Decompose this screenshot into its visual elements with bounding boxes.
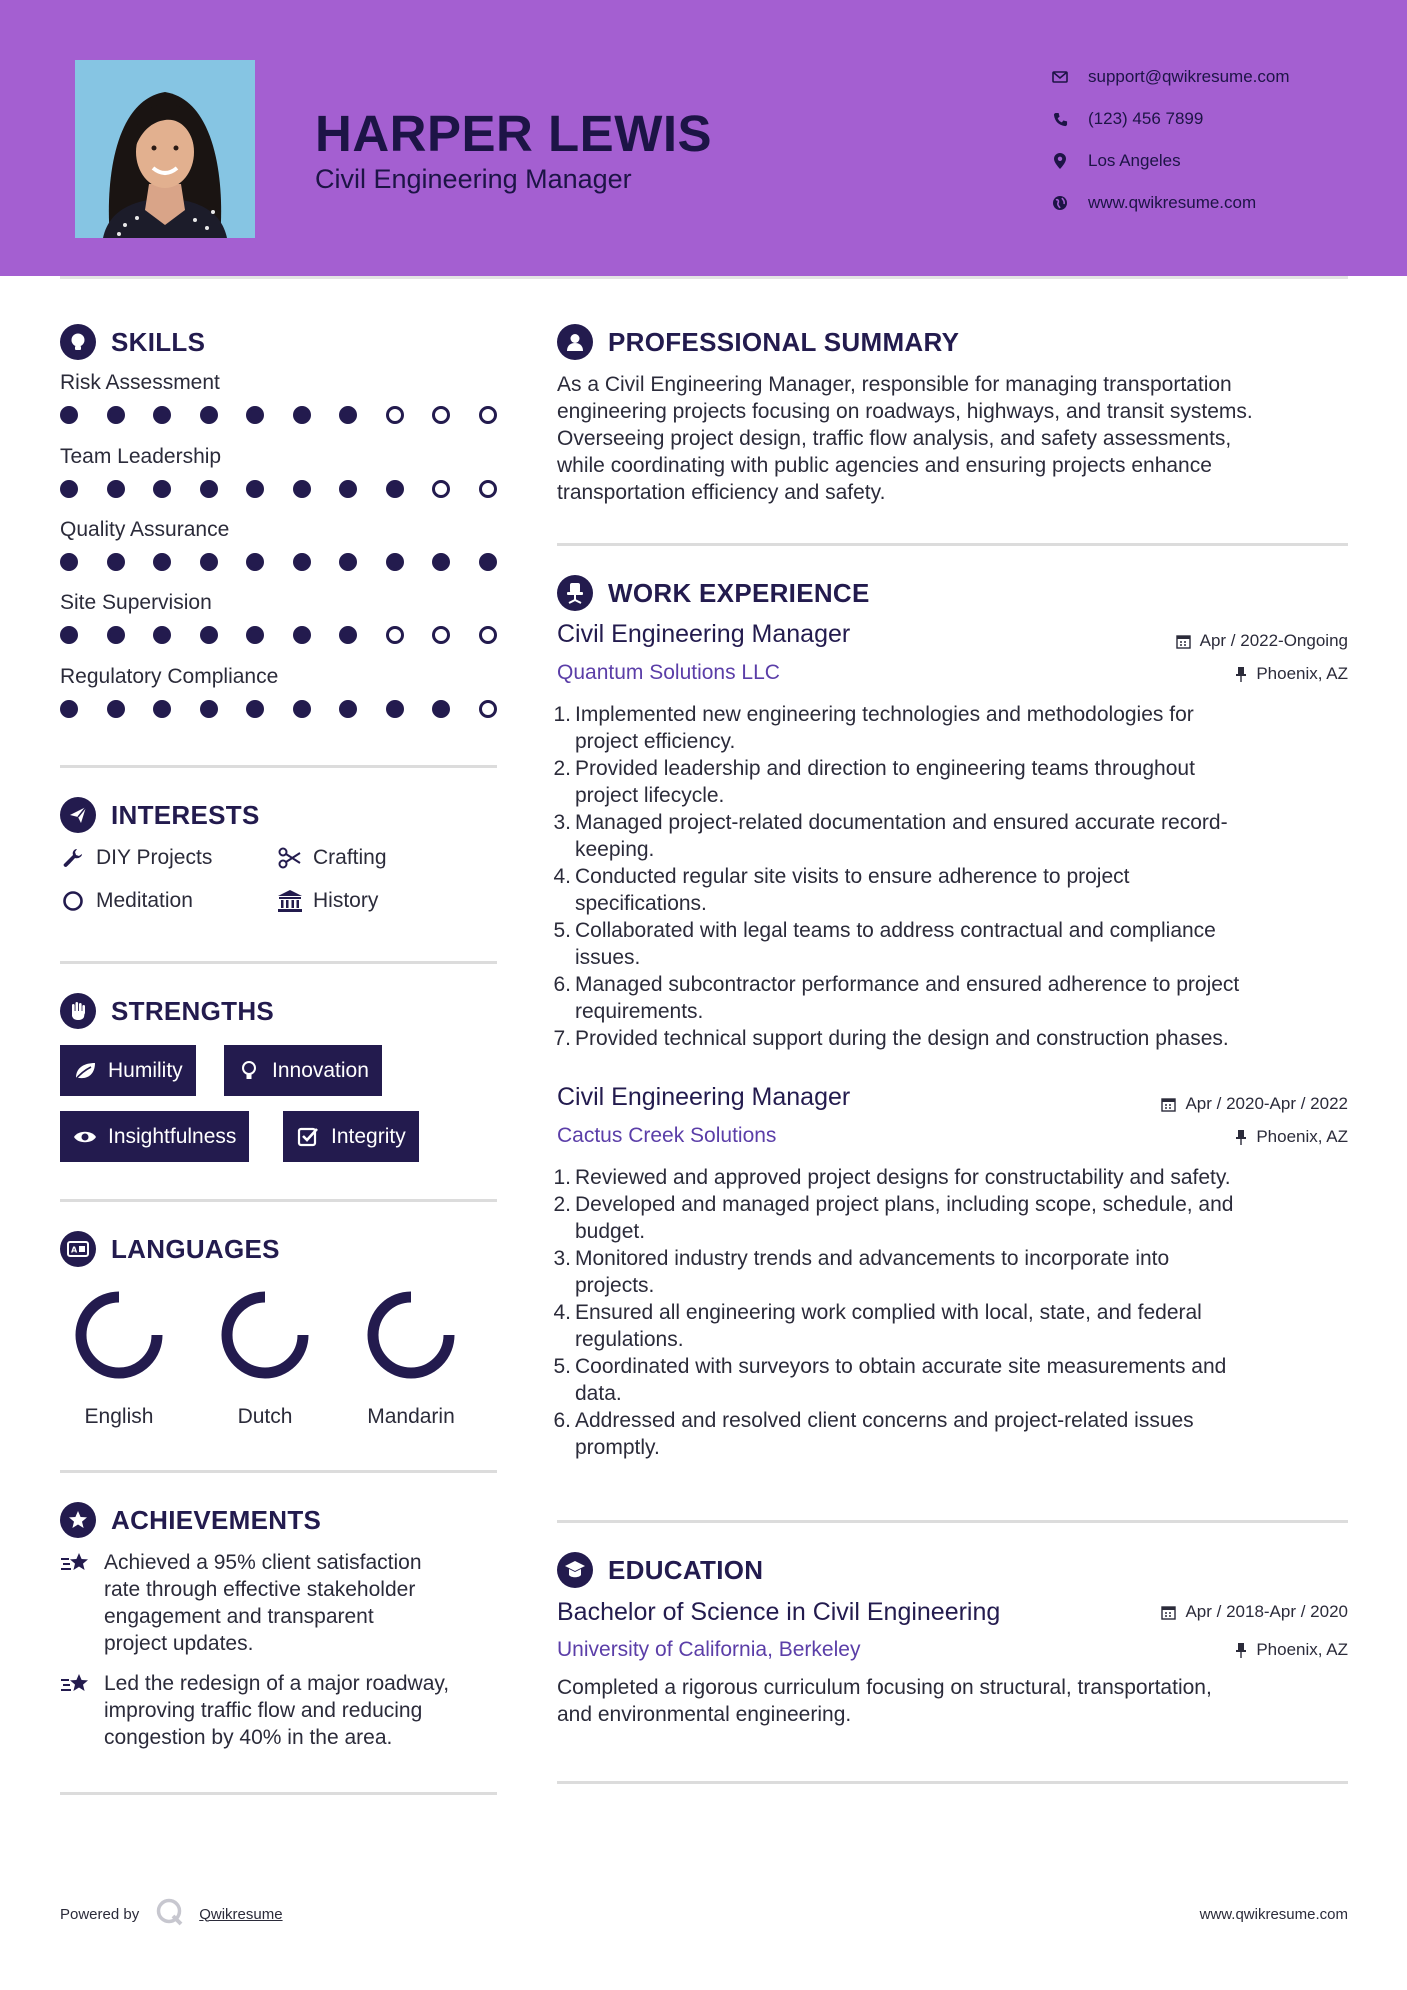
proficiency-arc	[227, 1297, 303, 1373]
languages-heading	[60, 1231, 280, 1267]
interest-item	[277, 888, 378, 914]
rating-dot-filled	[339, 553, 357, 571]
rating-dot-filled	[339, 626, 357, 644]
section-divider	[557, 1781, 1348, 1784]
bullet-line: promptly.	[575, 1436, 660, 1459]
skills-heading	[60, 324, 205, 360]
skill-rating	[60, 553, 497, 571]
circle-icon	[60, 888, 86, 914]
skill-row	[60, 445, 500, 498]
interest-item	[60, 888, 193, 914]
section-divider	[60, 1792, 497, 1795]
strength-label: Insightfulness	[108, 1124, 237, 1148]
skill-row	[60, 518, 500, 571]
rating-dot-empty	[432, 480, 450, 498]
language-item	[195, 1285, 335, 1429]
bullet-line: Monitored industry trends and advancements to incorporate into	[575, 1247, 1170, 1270]
bullet-line: Provided technical support during the design and construction phases.	[575, 1027, 1229, 1050]
section-divider	[60, 961, 497, 964]
bullet-number: 5.	[553, 919, 571, 942]
education-description: Completed a rigorous curriculum focusing on structural, transportation, and environmental engineering.	[557, 1676, 1212, 1726]
strengths-heading	[60, 993, 274, 1029]
bullet-item	[553, 1245, 1347, 1299]
rating-dot-filled	[107, 553, 125, 571]
rating-dot-filled	[293, 700, 311, 718]
bullet-item	[553, 1353, 1347, 1407]
rating-dot-filled	[293, 553, 311, 571]
rating-dot-filled	[293, 626, 311, 644]
eye-icon	[72, 1125, 98, 1149]
shooting-star-icon	[60, 1549, 94, 1579]
map-marker-icon	[1050, 151, 1070, 171]
rating-dot-filled	[386, 700, 404, 718]
pushpin-icon	[1235, 1642, 1247, 1658]
job-title: Civil Engineering Manager	[557, 1083, 851, 1111]
rating-dot-filled	[246, 626, 264, 644]
leaf-icon	[72, 1059, 98, 1083]
strength-tag	[60, 1045, 196, 1096]
calendar-icon	[1161, 1605, 1176, 1620]
wrench-icon	[60, 845, 86, 871]
phone-icon	[1050, 109, 1070, 129]
interests-heading	[60, 797, 260, 833]
star-badge-icon	[60, 1502, 96, 1538]
bullet-line: Managed subcontractor performance and ensured adherence to project	[575, 973, 1240, 996]
bullet-item	[553, 1299, 1347, 1353]
rating-dot-empty	[479, 480, 497, 498]
interest-label: History	[313, 889, 379, 912]
bullet-item	[553, 971, 1347, 1025]
graduate-icon	[557, 1552, 593, 1588]
qwikresume-link[interactable]: Qwikresume	[199, 1905, 283, 1923]
pushpin-icon	[1235, 666, 1247, 682]
degree-title: Bachelor of Science in Civil Engineering	[557, 1598, 1001, 1626]
achievement-text: Led the redesign of a major roadway, improving traffic flow and reducing congestion by 40% in the area.	[104, 1672, 450, 1749]
language-name: Mandarin	[367, 1405, 455, 1428]
rating-dot-filled	[246, 480, 264, 498]
bullet-line: Collaborated with legal teams to address contractual and compliance	[575, 919, 1216, 942]
bullet-number: 2.	[553, 757, 571, 780]
bullet-number: 6.	[553, 973, 571, 996]
rating-dot-empty	[386, 626, 404, 644]
scissors-icon	[277, 845, 303, 871]
strengths-title: STRENGTHS	[111, 995, 275, 1026]
rating-dot-filled	[246, 553, 264, 571]
rating-dot-filled	[153, 480, 171, 498]
shooting-star-icon	[60, 1670, 94, 1700]
summary-heading	[557, 324, 959, 360]
job-location: Phoenix, AZ	[1235, 1127, 1348, 1147]
rating-dot-filled	[339, 480, 357, 498]
bullet-line: Ensured all engineering work complied with local, state, and federal	[575, 1301, 1202, 1324]
skill-rating	[60, 480, 497, 498]
bullet-number: 5.	[553, 1355, 571, 1378]
skill-name: Site Supervision	[60, 591, 212, 614]
strength-label: Integrity	[331, 1124, 406, 1148]
education-location: Phoenix, AZ	[1235, 1640, 1348, 1660]
rating-dot-filled	[339, 700, 357, 718]
achievement-text: Achieved a 95% client satisfaction rate through effective stakeholder engagement and transparent project updates.	[104, 1551, 422, 1655]
rating-dot-filled	[200, 480, 218, 498]
rating-dot-empty	[432, 406, 450, 424]
bullet-line: Implemented new engineering technologies and methodologies for	[575, 703, 1194, 726]
rating-dot-filled	[479, 553, 497, 571]
experience-title: WORK EXPERIENCE	[608, 577, 870, 608]
job-company: Cactus Creek Solutions	[557, 1124, 777, 1147]
pushpin-icon	[1235, 1129, 1247, 1145]
language-item	[341, 1285, 481, 1429]
contact-phone-text: (123) 456 7899	[1088, 109, 1204, 128]
skills-title: SKILLS	[111, 326, 206, 357]
museum-icon	[277, 888, 303, 914]
bullet-line: project efficiency.	[575, 730, 736, 753]
section-divider	[60, 1199, 497, 1202]
bullet-number: 1.	[553, 703, 571, 726]
experience-heading	[557, 575, 870, 611]
bullet-line: requirements.	[575, 1000, 704, 1023]
section-divider	[557, 543, 1348, 546]
strength-tag	[224, 1045, 382, 1096]
bullet-line: budget.	[575, 1220, 646, 1243]
rating-dot-filled	[107, 480, 125, 498]
rating-dot-filled	[200, 406, 218, 424]
calendar-icon	[1161, 1097, 1176, 1112]
skill-name: Risk Assessment	[60, 371, 220, 394]
bullet-item	[553, 755, 1347, 809]
job-date: Apr / 2020-Apr / 2022	[1161, 1094, 1348, 1114]
rating-dot-filled	[107, 700, 125, 718]
job-company: Quantum Solutions LLC	[557, 661, 780, 684]
interest-label: Crafting	[313, 846, 387, 869]
rating-dot-empty	[386, 406, 404, 424]
rating-dot-filled	[60, 480, 78, 498]
bullet-item	[553, 1191, 1347, 1245]
language-meter	[69, 1285, 169, 1385]
rating-dot-filled	[60, 700, 78, 718]
bullet-line: specifications.	[575, 892, 707, 915]
language-name: English	[84, 1405, 154, 1428]
bullet-number: 4.	[553, 865, 571, 888]
rating-dot-filled	[153, 700, 171, 718]
rating-dot-filled	[107, 406, 125, 424]
skill-row	[60, 371, 500, 424]
section-divider	[60, 1470, 497, 1473]
skill-rating	[60, 406, 497, 424]
achievements-heading	[60, 1502, 321, 1538]
job-bullets	[553, 1164, 1347, 1461]
strength-tag	[60, 1111, 249, 1162]
envelope-icon	[1050, 67, 1070, 87]
education-heading	[557, 1552, 763, 1588]
contact-location-text: Los Angeles	[1088, 151, 1181, 170]
bullet-line: issues.	[575, 946, 641, 969]
interests-title: INTERESTS	[111, 799, 260, 830]
header-divider	[60, 276, 1348, 279]
bullet-item	[553, 1025, 1347, 1052]
bullet-item	[553, 809, 1347, 863]
skill-rating	[60, 626, 497, 644]
bullet-line: Addressed and resolved client concerns and project-related issues	[575, 1409, 1194, 1432]
rating-dot-filled	[246, 406, 264, 424]
rating-dot-filled	[153, 553, 171, 571]
section-divider	[60, 765, 497, 768]
hand-icon	[60, 993, 96, 1029]
strength-label: Innovation	[272, 1058, 369, 1082]
skill-name: Regulatory Compliance	[60, 665, 279, 688]
rating-dot-filled	[200, 700, 218, 718]
bullet-item	[553, 701, 1347, 755]
profile-photo	[75, 60, 255, 238]
job-bullets	[553, 701, 1347, 1052]
rating-dot-filled	[246, 700, 264, 718]
rating-dot-filled	[386, 480, 404, 498]
contact-list	[1050, 56, 1380, 224]
skill-row	[60, 665, 500, 718]
svg-text:A: A	[71, 1245, 78, 1255]
bullet-number: 2.	[553, 1193, 571, 1216]
rating-dot-filled	[293, 406, 311, 424]
achievements-title: ACHIEVEMENTS	[111, 1504, 322, 1535]
rating-dot-filled	[153, 626, 171, 644]
bullet-number: 4.	[553, 1301, 571, 1324]
contact-email[interactable]	[1050, 56, 1380, 98]
bullet-line: project lifecycle.	[575, 784, 725, 807]
education-date: Apr / 2018-Apr / 2020	[1161, 1602, 1348, 1622]
language-icon	[60, 1231, 96, 1267]
rating-dot-filled	[60, 406, 78, 424]
calendar-icon	[1176, 634, 1191, 649]
proficiency-arc	[373, 1297, 449, 1373]
achievement-item	[60, 1670, 500, 1751]
bullet-item	[553, 1407, 1347, 1461]
globe-icon	[1050, 193, 1070, 213]
skill-rating	[60, 700, 497, 718]
qwikresume-logo-icon	[155, 1897, 185, 1931]
bullet-line: keeping.	[575, 838, 655, 861]
language-meter	[361, 1285, 461, 1385]
strength-label: Humility	[108, 1058, 183, 1082]
interest-item	[277, 845, 387, 871]
job-date: Apr / 2022-Ongoing	[1176, 631, 1348, 651]
language-name: Dutch	[237, 1405, 293, 1428]
rating-dot-filled	[432, 553, 450, 571]
contact-email-text: support@qwikresume.com	[1088, 67, 1290, 86]
bullet-item	[553, 917, 1347, 971]
candidate-role: Civil Engineering Manager	[315, 164, 632, 194]
summary-title: PROFESSIONAL SUMMARY	[608, 326, 960, 357]
bullet-line: data.	[575, 1382, 622, 1405]
powered-by-label: Powered by	[60, 1905, 140, 1923]
bullet-line: Provided leadership and direction to engineering teams throughout	[575, 757, 1195, 780]
rating-dot-filled	[107, 626, 125, 644]
interest-label: DIY Projects	[96, 846, 213, 869]
rating-dot-filled	[432, 700, 450, 718]
summary-text: As a Civil Engineering Manager, responsible for managing transportation engineering projects focusing on roadways, highways, and transit systems. Overseeing project design, traffic flow analysis, and safety assessments, while coordinating with public agencies and ensuring projects enhance transportation efficiency and safety.	[557, 373, 1253, 504]
lightbulb-icon	[236, 1059, 262, 1083]
office-chair-icon	[557, 575, 593, 611]
language-item	[49, 1285, 189, 1429]
bullet-number: 1.	[553, 1166, 571, 1189]
skill-name: Team Leadership	[60, 445, 222, 468]
strength-tag	[283, 1111, 419, 1162]
bullet-line: Coordinated with surveyors to obtain accurate site measurements and	[575, 1355, 1227, 1378]
contact-phone[interactable]	[1050, 98, 1380, 140]
rating-dot-filled	[153, 406, 171, 424]
user-icon	[557, 324, 593, 360]
contact-website[interactable]	[1050, 182, 1380, 224]
languages-title: LANGUAGES	[111, 1233, 280, 1264]
lightbulb-icon	[60, 324, 96, 360]
section-divider	[557, 1520, 1348, 1523]
rating-dot-empty	[479, 406, 497, 424]
achievement-item	[60, 1549, 500, 1657]
footer-powered-by	[60, 1897, 283, 1931]
rating-dot-empty	[479, 626, 497, 644]
bullet-line: Conducted regular site visits to ensure adherence to project	[575, 865, 1130, 888]
rating-dot-filled	[386, 553, 404, 571]
bullet-line: regulations.	[575, 1328, 684, 1351]
rating-dot-empty	[479, 700, 497, 718]
interest-item	[60, 845, 212, 871]
proficiency-arc	[81, 1297, 157, 1373]
language-meter	[215, 1285, 315, 1385]
job-location: Phoenix, AZ	[1235, 664, 1348, 684]
interest-label: Meditation	[96, 889, 193, 912]
bullet-line: projects.	[575, 1274, 655, 1297]
resume-header	[0, 0, 1407, 276]
skill-row	[60, 591, 500, 644]
rating-dot-empty	[432, 626, 450, 644]
rating-dot-filled	[60, 553, 78, 571]
bullet-number: 6.	[553, 1409, 571, 1432]
candidate-name: HARPER LEWIS	[315, 105, 713, 162]
paper-plane-icon	[60, 797, 96, 833]
school-name: University of California, Berkeley	[557, 1638, 861, 1661]
rating-dot-filled	[339, 406, 357, 424]
education-title: EDUCATION	[608, 1554, 764, 1585]
bullet-number: 3.	[553, 811, 571, 834]
bullet-line: Developed and managed project plans, including scope, schedule, and	[575, 1193, 1234, 1216]
bullet-line: Managed project-related documentation and ensured accurate record-	[575, 811, 1228, 834]
skill-name: Quality Assurance	[60, 518, 230, 541]
bullet-item	[553, 863, 1347, 917]
contact-location	[1050, 140, 1380, 182]
contact-website-text: www.qwikresume.com	[1088, 193, 1257, 212]
bullet-number: 3.	[553, 1247, 571, 1270]
rating-dot-filled	[200, 553, 218, 571]
footer-url[interactable]: www.qwikresume.com	[1199, 1906, 1348, 1923]
bullet-number: 7.	[553, 1027, 571, 1050]
rating-dot-filled	[293, 480, 311, 498]
rating-dot-filled	[200, 626, 218, 644]
job-title: Civil Engineering Manager	[557, 620, 851, 648]
bullet-item	[553, 1164, 1347, 1191]
rating-dot-filled	[60, 626, 78, 644]
bullet-line: Reviewed and approved project designs for constructability and safety.	[575, 1166, 1231, 1189]
check-square-icon	[295, 1125, 321, 1149]
